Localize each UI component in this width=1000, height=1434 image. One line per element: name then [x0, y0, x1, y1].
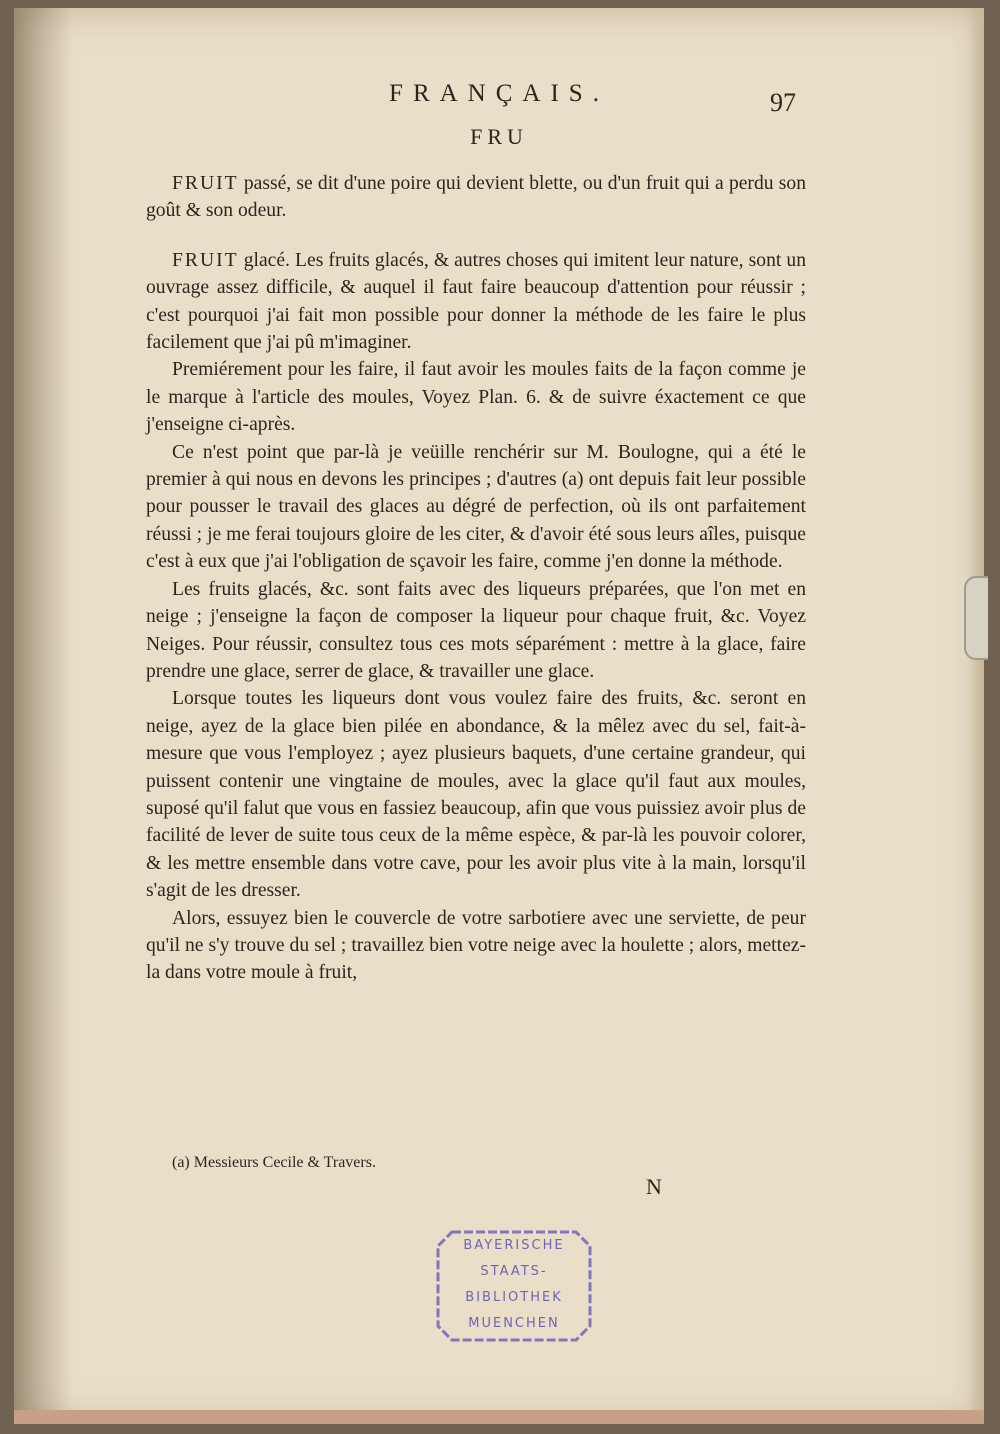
library-stamp	[434, 1226, 594, 1346]
entry-head: FRUIT	[172, 173, 239, 194]
paragraph-text: Ce n'est point que par-là je veüille renchérir sur M. Boulogne, qui a été le premier à qui nous en devons les principes ; d'autres (a) ont depuis fait leur possible pour pousser le travail des glaces au dégré de perfection, où ils ont parfaitement réussi ; je me ferai toujours gloire de les citer, & d'avoir été sous leurs aîles, puisque c'est à eux que j'ai l'obligation de sçavoir les faire, comme j'en donne la méthode.	[146, 441, 806, 573]
page-edge	[968, 8, 984, 1424]
body-text	[146, 170, 806, 987]
paragraph-text: Lorsque toutes les liqueurs dont vous voulez faire des fruits, &c. seront en neige, ayez de la glace bien pilée en abondance, & la mêlez avec du sel, fait-à-mesure que vous l'employez ; ayez plusieurs baquets, d'une certaine grandeur, qui puissent contenir une vingtaine de moules, avec la glace qu'il faut aux moules, suposé qu'il falut que vous en fassiez beaucoup, afin que vous puissiez avoir plus de facilité de lever de suite tous ceux de la même espèce, & par-là les pouvoir colorer, & les mettre ensemble dans votre cave, pour les avoir plus vite à la main, lorsqu'il s'agit de les dresser.	[146, 688, 806, 902]
paragraph	[146, 170, 806, 225]
page-gutter-shadow	[14, 8, 74, 1424]
paragraph-text: Alors, essuyez bien le couvercle de votre sarbotiere avec une serviette, de peur qu'il ne s'y trouve du sel ; travaillez bien votre neige avec la houlette ; alors, mettez-la dans votre moule à fruit,	[146, 907, 806, 984]
stamp-line: BIBLIOTHEK	[465, 1290, 563, 1305]
paragraph	[146, 685, 806, 904]
stamp-line: MUENCHEN	[468, 1316, 560, 1331]
entry-head: FRUIT	[172, 249, 239, 271]
paragraph	[146, 247, 806, 357]
paragraph-text: Premiérement pour les faire, il faut avoir les moules faits de la façon comme je le marque à l'article des moules, Voyez Plan. 6. & de suivre éxactement ce que j'enseigne ci-après.	[146, 359, 806, 436]
stamp-line: STAATS-	[480, 1264, 548, 1279]
paragraph	[146, 356, 806, 438]
paragraph-text: glacé. Les fruits glacés, & autres choses qui imitent leur nature, sont un ouvrage assez difficile, & auquel il faut faire beaucoup d'attention pour réussir ; c'est pourquoi j'ai fait mon possible pour donner la méthode de les faire le plus facilement que j'ai pû m'imaginer.	[146, 249, 806, 354]
running-head: FRANÇAIS.	[389, 80, 609, 107]
paragraph-text: passé, se dit d'une poire qui devient blette, ou d'un fruit qui a perdu son goût & son odeur.	[146, 173, 806, 222]
page-bottom-border	[14, 1410, 984, 1424]
paragraph	[146, 905, 806, 987]
footnote: (a) Messieurs Cecile & Travers.	[172, 1154, 376, 1171]
paragraph	[146, 439, 806, 576]
page-number: 97	[770, 88, 796, 117]
page-tab	[964, 576, 988, 660]
book-page	[14, 8, 984, 1424]
section-subhead: FRU	[470, 124, 528, 149]
paragraph-text: Les fruits glacés, &c. sont faits avec des liqueurs préparées, que l'on met en neige ; j'enseigne la façon de composer la liqueur pour chaque fruit, &c. Voyez Neiges. Pour réussir, consultez tous ces mots séparément : mettre à la glace, faire prendre une glace, serrer de glace, & travailler une glace.	[146, 578, 806, 682]
stamp-line: BAYERISCHE	[463, 1238, 565, 1253]
paragraph	[146, 576, 806, 686]
signature-mark: N	[646, 1174, 662, 1199]
